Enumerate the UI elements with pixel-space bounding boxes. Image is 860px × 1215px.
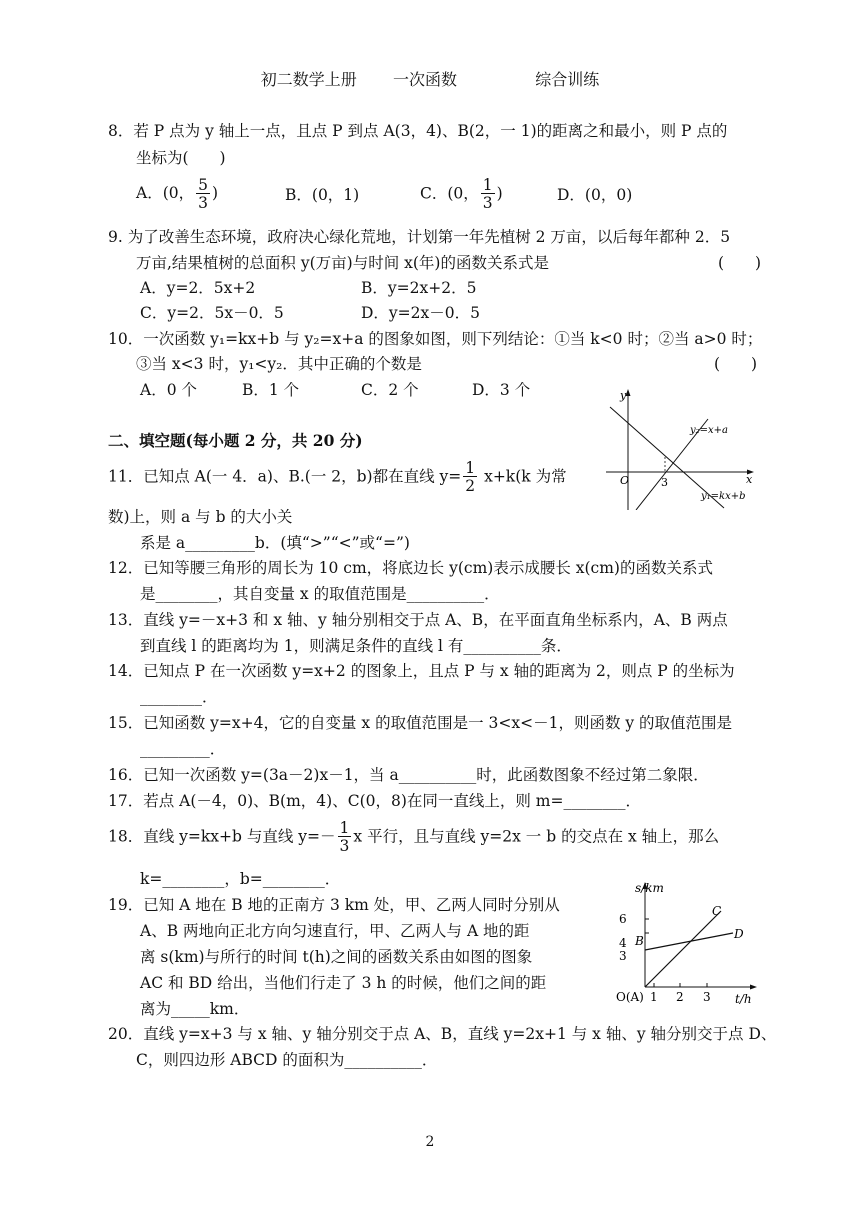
q19-line4: AC 和 BD 给出，当他们行走了 3 h 的时候，他们之间的距 <box>140 974 547 992</box>
q10-option-c: C．2 个 <box>361 381 419 399</box>
fig2-x2: 2 <box>676 990 684 1004</box>
line-ac <box>645 911 721 987</box>
q19-line2: A、B 两地向正北方向匀速直行，甲、乙两人与 A 地的距 <box>140 922 530 940</box>
q9-line1: 9. 为了改善生态环境，政府决心绿化荒地，计划第一年先植树 2 万亩，以后每年都种 2．5 <box>108 228 731 246</box>
q9-option-b: B．y=2x+2．5 <box>361 279 477 297</box>
q10-line1: 10．一次函数 y₁=kx+b 与 y₂=x+a 的图象如图，则下列结论：①当 k<0 时；②当 a>0 时； <box>108 330 763 348</box>
q9-option-a: A．y=2．5x+2 <box>140 279 256 297</box>
fig1-x-label: x <box>746 473 753 486</box>
q8-option-a: A．(0， $\frac{5}{3}$ ) <box>136 176 219 213</box>
t-axis-arrow <box>750 985 757 990</box>
q14-line2: ________． <box>140 688 218 706</box>
q9-answer-paren: ( ) <box>718 254 762 272</box>
q8-line1: 8．若 P 点为 y 轴上一点，且点 P 到点 A(3，4)、B(2，一 1)的距离之和最小，则 P 点的 <box>108 122 728 140</box>
fig1-y1-label: y₁=kx+b <box>701 491 746 502</box>
page-number: 2 <box>425 1134 435 1150</box>
page-header <box>0 72 860 88</box>
section2-title: 二、填空题(每小题 2 分，共 20 分) <box>108 431 363 450</box>
y-axis-arrow <box>626 389 631 396</box>
q19-line3: 离 s(km)与所行的时间 t(h)之间的函数关系由如图的图象 <box>140 948 533 966</box>
q8-line2: 坐标为( ) <box>136 149 226 167</box>
q10-function-graph <box>600 385 760 510</box>
fig1-y-label: y <box>620 389 627 402</box>
q19-line5: 离为_____km． <box>140 1000 250 1018</box>
q8-option-d: D．(0，0) <box>557 186 633 204</box>
q8-option-c: C．(0， $\frac{1}{3}$ ) <box>420 176 503 213</box>
fig2-point-d: D <box>734 927 744 941</box>
q10-option-b: B．1 个 <box>242 381 300 399</box>
q8-option-b: B．(0，1) <box>285 186 360 204</box>
fig2-point-c: C <box>712 904 722 918</box>
q9-option-c: C．y=2．5x－0．5 <box>140 304 284 322</box>
fig2-y6: 6 <box>619 912 627 926</box>
q18-line1: 18．直线 y=kx+b 与直线 y=－ $\frac{1}{3}$ x 平行，且与直线 y=2x 一 b 的交点在 x 轴上，那么 <box>108 819 720 856</box>
fig2-x3: 3 <box>703 990 711 1004</box>
q18-line2: k=________，b=________． <box>140 870 341 888</box>
q19-line1: 19．已知 A 地在 B 地的正南方 3 km 处，甲、乙两人同时分别从 <box>108 896 560 914</box>
q12-line2: 是________，其自变量 x 的取值范围是__________． <box>140 585 500 603</box>
q20-line1: 20．直线 y=x+3 与 x 轴、y 轴分别交于点 A、B，直线 y=2x+1 与 x 轴、y 轴分别交于点 D、 <box>108 1025 777 1043</box>
fig1-origin-label: O <box>620 474 630 487</box>
fig2-s-label: s/km <box>635 881 664 895</box>
header-chapter: 一次函数 <box>392 70 457 89</box>
q15-line1: 15．已知函数 y=x+4，它的自变量 x 的取值范围是一 3<x<－1，则函数 y 的取值范围是 <box>108 714 733 732</box>
q13-line1: 13．直线 y=－x+3 和 x 轴、y 轴分别相交于点 A、B，在平面直角坐标系内，A、B 两点 <box>108 611 728 629</box>
fig2-point-b: B <box>635 934 644 948</box>
q10-line2: ③当 x<3 时，y₁<y₂．其中正确的个数是 <box>136 355 422 373</box>
fig2-x1: 1 <box>650 990 658 1004</box>
q14-line1: 14．已知点 P 在一次函数 y=x+2 的图象上，且点 P 与 x 轴的距离为 2，则点 P 的坐标为 <box>108 662 735 680</box>
q9-line2: 万亩,结果植树的总面积 y(万亩)与时间 x(年)的函数关系式是 <box>136 254 549 272</box>
q11-line1: 11．已知点 A(一 4．a)、B.(一 2，b)都在直线 y= $\frac{1}{2}$ x+k(k 为常 <box>108 459 567 496</box>
q11-line2: 数)上，则 a 与 b 的大小关 <box>108 508 293 526</box>
q11-line3: 系是 a_________b．(填“>”“<”或“=”) <box>140 534 410 552</box>
line-bd <box>645 933 733 950</box>
q13-line2: 到直线 l 的距离均为 1，则满足条件的直线 l 有__________条． <box>140 637 572 655</box>
q10-answer-paren: ( ) <box>714 355 758 373</box>
q15-line2: _________． <box>140 740 226 758</box>
fig1-tick-3: 3 <box>661 476 668 489</box>
q10-option-a: A．0 个 <box>140 381 197 399</box>
q19-distance-time-graph <box>605 875 765 1005</box>
q8-options <box>136 177 218 212</box>
fig2-y4: 4 <box>619 936 627 950</box>
fig2-y3: 3 <box>619 949 627 963</box>
header-type: 综合训练 <box>535 70 600 89</box>
fig1-y2-label: y₂=x+a <box>690 425 729 436</box>
q10-option-d: D．3 个 <box>472 381 531 399</box>
q17-line: 17．若点 A(－4，0)、B(m，4)、C(0，8)在同一直线上，则 m=________． <box>108 792 641 810</box>
q16-line: 16．已知一次函数 y=(3a－2)x－1，当 a__________时，此函数图象不经过第二象限． <box>108 766 709 784</box>
header-course: 初二数学上册 <box>260 70 357 89</box>
fig2-t-label: t/h <box>735 992 752 1005</box>
q12-line1: 12．已知等腰三角形的周长为 10 cm，将底边长 y(cm)表示成腰长 x(cm)的函数关系式 <box>108 559 713 577</box>
fig2-origin-label: O(A) <box>616 990 644 1004</box>
q9-option-d: D．y=2x－0．5 <box>361 304 480 322</box>
q20-line2: C，则四边形 ABCD 的面积为__________． <box>136 1051 438 1069</box>
